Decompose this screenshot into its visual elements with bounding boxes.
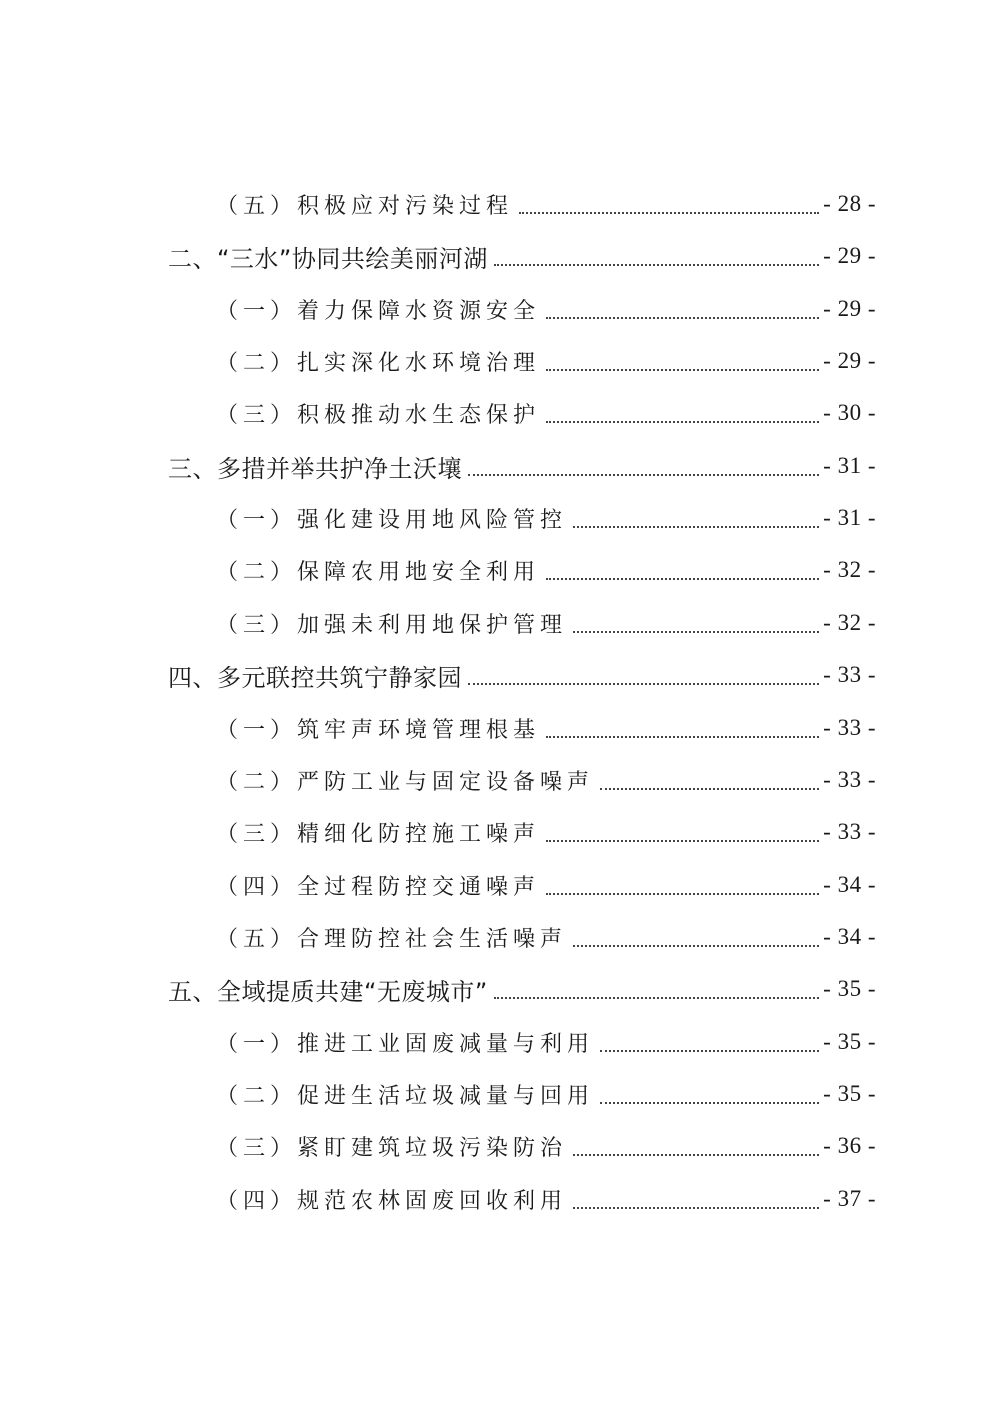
dot-leader [546, 840, 819, 842]
toc-section-entry[interactable] [216, 754, 876, 806]
toc-chapter-entry[interactable] [168, 649, 876, 701]
dot-leader [600, 1050, 819, 1052]
toc-page-number: - 35 - [823, 976, 876, 1001]
toc-section-entry[interactable] [216, 544, 876, 596]
toc-entry-title: （五）合理防控社会生活噪声 [216, 926, 568, 952]
dot-leader [546, 317, 819, 319]
toc-page-number: - 34 - [823, 924, 876, 949]
toc-entry-title: （四）规范农林固废回收利用 [216, 1188, 568, 1214]
dot-leader [519, 212, 819, 214]
dot-leader [546, 578, 819, 580]
dot-leader [600, 1102, 819, 1104]
toc-page-number: - 32 - [823, 610, 876, 635]
toc-entry-title: （四）全过程防控交通噪声 [216, 874, 541, 900]
toc-entry-title: （三）精细化防控施工噪声 [216, 821, 541, 847]
toc-entry-title: （二）保障农用地安全利用 [216, 559, 541, 585]
dot-leader [573, 526, 819, 528]
dot-leader [573, 945, 819, 947]
toc-page-number: - 33 - [823, 662, 876, 687]
toc-entry-title: （五）积极应对污染过程 [216, 193, 514, 219]
dot-leader [546, 893, 819, 895]
dot-leader [546, 421, 819, 423]
toc-entry-title: 五、全域提质共建“无废城市” [168, 977, 488, 1006]
toc-page-number: - 37 - [823, 1186, 876, 1211]
dot-leader [600, 788, 819, 790]
toc-page-number: - 31 - [823, 453, 876, 478]
toc-page-number: - 28 - [823, 191, 876, 216]
toc-page-number: - 35 - [823, 1029, 876, 1054]
toc-section-entry[interactable] [216, 178, 876, 230]
toc-page-number: - 31 - [823, 505, 876, 530]
toc-page-number: - 33 - [823, 767, 876, 792]
toc-chapter-entry[interactable] [168, 230, 876, 282]
dot-leader [468, 474, 819, 476]
toc-page-number: - 29 - [823, 296, 876, 321]
toc-entry-title: （三）紧盯建筑垃圾污染防治 [216, 1135, 568, 1161]
toc-section-entry[interactable] [216, 806, 876, 858]
toc-section-entry[interactable] [216, 1016, 876, 1068]
toc-section-entry[interactable] [216, 911, 876, 963]
toc-section-entry[interactable] [216, 1068, 876, 1120]
toc-section-entry[interactable] [216, 702, 876, 754]
toc-entry-title: （三）加强未利用地保护管理 [216, 612, 568, 638]
toc-section-entry[interactable] [216, 492, 876, 544]
toc-page-number: - 36 - [823, 1133, 876, 1158]
toc-entry-title: （二）扎实深化水环境治理 [216, 350, 541, 376]
toc-entry-title: （一）筑牢声环境管理根基 [216, 717, 541, 743]
dot-leader [546, 736, 819, 738]
toc-entry-title: 四、多元联控共筑宁静家园 [168, 663, 462, 692]
toc-entry-title: 二、“三水”协同共绘美丽河湖 [168, 244, 488, 273]
toc-page-number: - 33 - [823, 819, 876, 844]
toc-entry-title: 三、多措并举共护净土沃壤 [168, 454, 462, 483]
toc-entry-title: （一）推进工业固废减量与利用 [216, 1031, 595, 1057]
toc-section-entry[interactable] [216, 859, 876, 911]
toc-section-entry[interactable] [216, 387, 876, 439]
toc-entry-title: （二）促进生活垃圾减量与回用 [216, 1083, 595, 1109]
toc-page-number: - 33 - [823, 715, 876, 740]
toc-page-number: - 29 - [823, 243, 876, 268]
dot-leader [494, 997, 819, 999]
toc-page-number: - 30 - [823, 400, 876, 425]
toc-page-number: - 29 - [823, 348, 876, 373]
toc-chapter-entry[interactable] [168, 963, 876, 1015]
dot-leader [573, 1154, 819, 1156]
toc-section-entry[interactable] [216, 1120, 876, 1172]
toc-entry-title: （二）严防工业与固定设备噪声 [216, 769, 595, 795]
toc-entry-title: （三）积极推动水生态保护 [216, 402, 541, 428]
toc-section-entry[interactable] [216, 335, 876, 387]
toc-page-number: - 35 - [823, 1081, 876, 1106]
toc-section-entry[interactable] [216, 597, 876, 649]
dot-leader [573, 631, 819, 633]
toc-chapter-entry[interactable] [168, 440, 876, 492]
dot-leader [494, 264, 819, 266]
dot-leader [468, 683, 819, 685]
toc-section-entry[interactable] [216, 283, 876, 335]
toc-page-number: - 32 - [823, 557, 876, 582]
toc-entry-title: （一）强化建设用地风险管控 [216, 507, 568, 533]
dot-leader [573, 1207, 819, 1209]
toc-page-number: - 34 - [823, 872, 876, 897]
toc-entry-title: （一）着力保障水资源安全 [216, 298, 541, 324]
dot-leader [546, 369, 819, 371]
toc-section-entry[interactable] [216, 1173, 876, 1225]
